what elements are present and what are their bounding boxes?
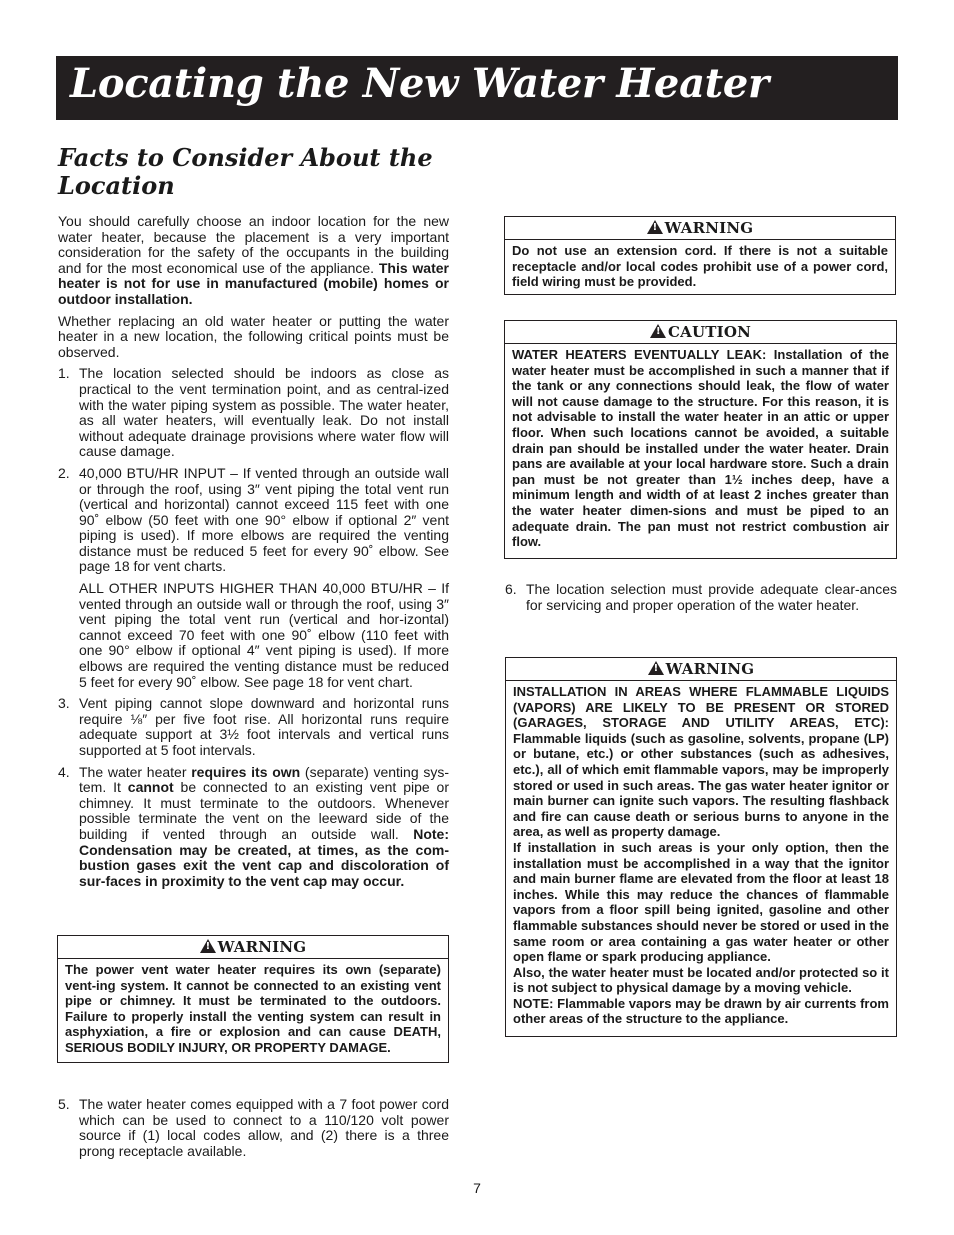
list-item-5-block	[58, 1097, 449, 1165]
warning-text-4: NOTE: Flammable vapors may be drawn by air currents from other areas of the structure to the appliance.	[513, 995, 889, 1027]
page-title: Locating the New Water Heater	[70, 60, 769, 107]
left-column	[58, 214, 449, 895]
list-item-2: 2. 40,000 BTU/HR INPUT – If vented through an outside wall or through the roof, using 3″ vent piping the total vent run (vertical and horizontal) cannot exceed 115 feet with one 90˚ elbow (50 feet with one 90° elbow if optional 2″ vent piping is used). If more elbows are required the venting distance must be reduced 5 feet for every 90˚ elbow. See page 18 for vent charts.	[58, 464, 449, 575]
warning-text-3: Also, the water heater must be located and/or protected so it is not subject to physical damage by a moving vehicle.	[513, 964, 889, 996]
list-item-3: 3. Vent piping cannot slope downward and horizontal runs require ⅛″ per five foot rise. All horizontal runs require adequate support at 3½ foot intervals and vertical runs supported at 5 foot intervals.	[58, 695, 449, 758]
intro-paragraph-1: You should carefully choose an indoor location for the new water heater, because the placement is a very important consideration for the safety of the occupants in the building and for the most economical use of the appliance. This water heater is not for use in manufactured (mobile) homes or outdoor installation.	[58, 213, 449, 307]
list-item-6: 6. The location selection must provide adequate clear-ances for servicing and proper operation of the water heater.	[505, 581, 897, 613]
caution-header: !CAUTION	[505, 321, 896, 344]
warning-box-extension-cord	[504, 216, 896, 295]
warning-box-flammable	[505, 657, 897, 1037]
page-number: 7	[473, 1180, 481, 1196]
warning-header: !WARNING	[58, 936, 448, 959]
list-item-4: 4. The water heater requires its own (separate) venting sys-tem. It cannot be connected to an existing vent pipe or chimney. It must terminate to the outdoors. Whenever possible terminate the vent on the leeward side of the building if vented through an outside wall. Note: Condensation may be created, at times, as the com-bustion gases exit the vent cap and discoloration of sur-faces in proximity to the vent cap may occur.	[58, 763, 449, 889]
warning-text-1: INSTALLATION IN AREAS WHERE FLAMMABLE LIQUIDS (VAPORS) ARE LIKELY TO BE PRESENT OR STORED (GARAGES, STORAGE AND UTILITY AREAS, ETC): Flammable liquids (such as gasoline, solvents, propane (LP) or butane, etc.) or other substances (such as adhesives, etc.), all of which emit flammable vapors, may be improperly stored or used in such areas. The gas water heater ignitor or main burner can ignite such vapors. The resulting flashback and fire can cause death or serious burns to anyone in the area, as well as property damage.	[513, 684, 889, 840]
warning-text: The power vent water heater requires its own (separate) vent-ing system. It cannot be connected to an existing vent pipe or chimney. It must be terminated to the outdoors. Failure to properly install the venting system can result in asphyxiation, a fire or explosion and can cause DEATH, SERIOUS BODILY INJURY, OR PROPERTY DAMAGE.	[65, 962, 441, 1055]
list-item-2-subparagraph: ALL OTHER INPUTS HIGHER THAN 40,000 BTU/HR – If vented through an outside wall or through the roof, using 3″ vent piping the total vent run (vertical and hor-izontal) cannot exceed 70 feet with one 90˚ elbow (110 feet with one 90° elbow if optional 4″ vent piping is used). If more elbows are required the venting distance must be reduced 5 feet for every 90˚ elbow. See page 18 for vent chart.	[79, 580, 449, 690]
caution-triangle-icon	[650, 324, 666, 338]
list-item-6-block	[505, 582, 897, 619]
list-item-5: 5. The water heater comes equipped with a 7 foot power cord which can be used to connect to a 110/120 volt power source if (1) local codes allow, and (2) there is a three prong receptacle available.	[58, 1096, 449, 1159]
caution-text: WATER HEATERS EVENTUALLY LEAK: Installation of the water heater must be accomplished in such a manner that if the tank or any connections should leak, the flow of water will not cause damage to the structure. For this reason, it is not advisable to install the water heater in an attic or upper floor. When such locations cannot be avoided, a suitable drain pan should be installed under the water heater. Drain pans are available at your local hardware store. Such a drain pan must be not greater than 1½ inches deep, have a minimum length and width of at least 2 inches greater than the water heater dimen-sions and must be piped to an adequate drain. The pan must not restrict combustion air flow.	[512, 347, 889, 550]
warning-box-venting	[57, 935, 449, 1063]
warning-triangle-icon	[647, 220, 663, 234]
section-title: Facts to Consider About the Location	[58, 143, 433, 200]
warning-header: !WARNING	[506, 658, 896, 681]
warning-text: Do not use an extension cord. If there is not a suitable receptacle and/or local codes prohibit use of a power cord, field wiring must be provided.	[512, 243, 888, 290]
title-banner	[56, 56, 898, 120]
intro-paragraph-2: Whether replacing an old water heater or putting the water heater in a new location, the following critical points must be observed.	[58, 312, 449, 360]
list-item-1: 1. The location selected should be indoors as close as practical to the vent termination point, and as central-ized with the water piping system as possible. The water heater, as all water heaters, will eventually leak. Do not install without adequate drainage provisions where water flow will cause damage.	[58, 365, 449, 460]
caution-box-leak	[504, 320, 897, 559]
warning-header: !WARNING	[505, 217, 895, 240]
warning-triangle-icon	[648, 661, 664, 675]
warning-text-2: If installation in such areas is your only option, then the installation must be accomplished in a way that the ignitor and main burner flame are elevated from the floor at least 18 inches. While this may reduce the chances of flammable vapors from a floor spill being ignited, gasoline and other flammable substances should never be stored or used in the same room or area containing a gas water heater or other open flame or spark producing appliance.	[513, 839, 889, 965]
warning-triangle-icon	[200, 939, 216, 953]
